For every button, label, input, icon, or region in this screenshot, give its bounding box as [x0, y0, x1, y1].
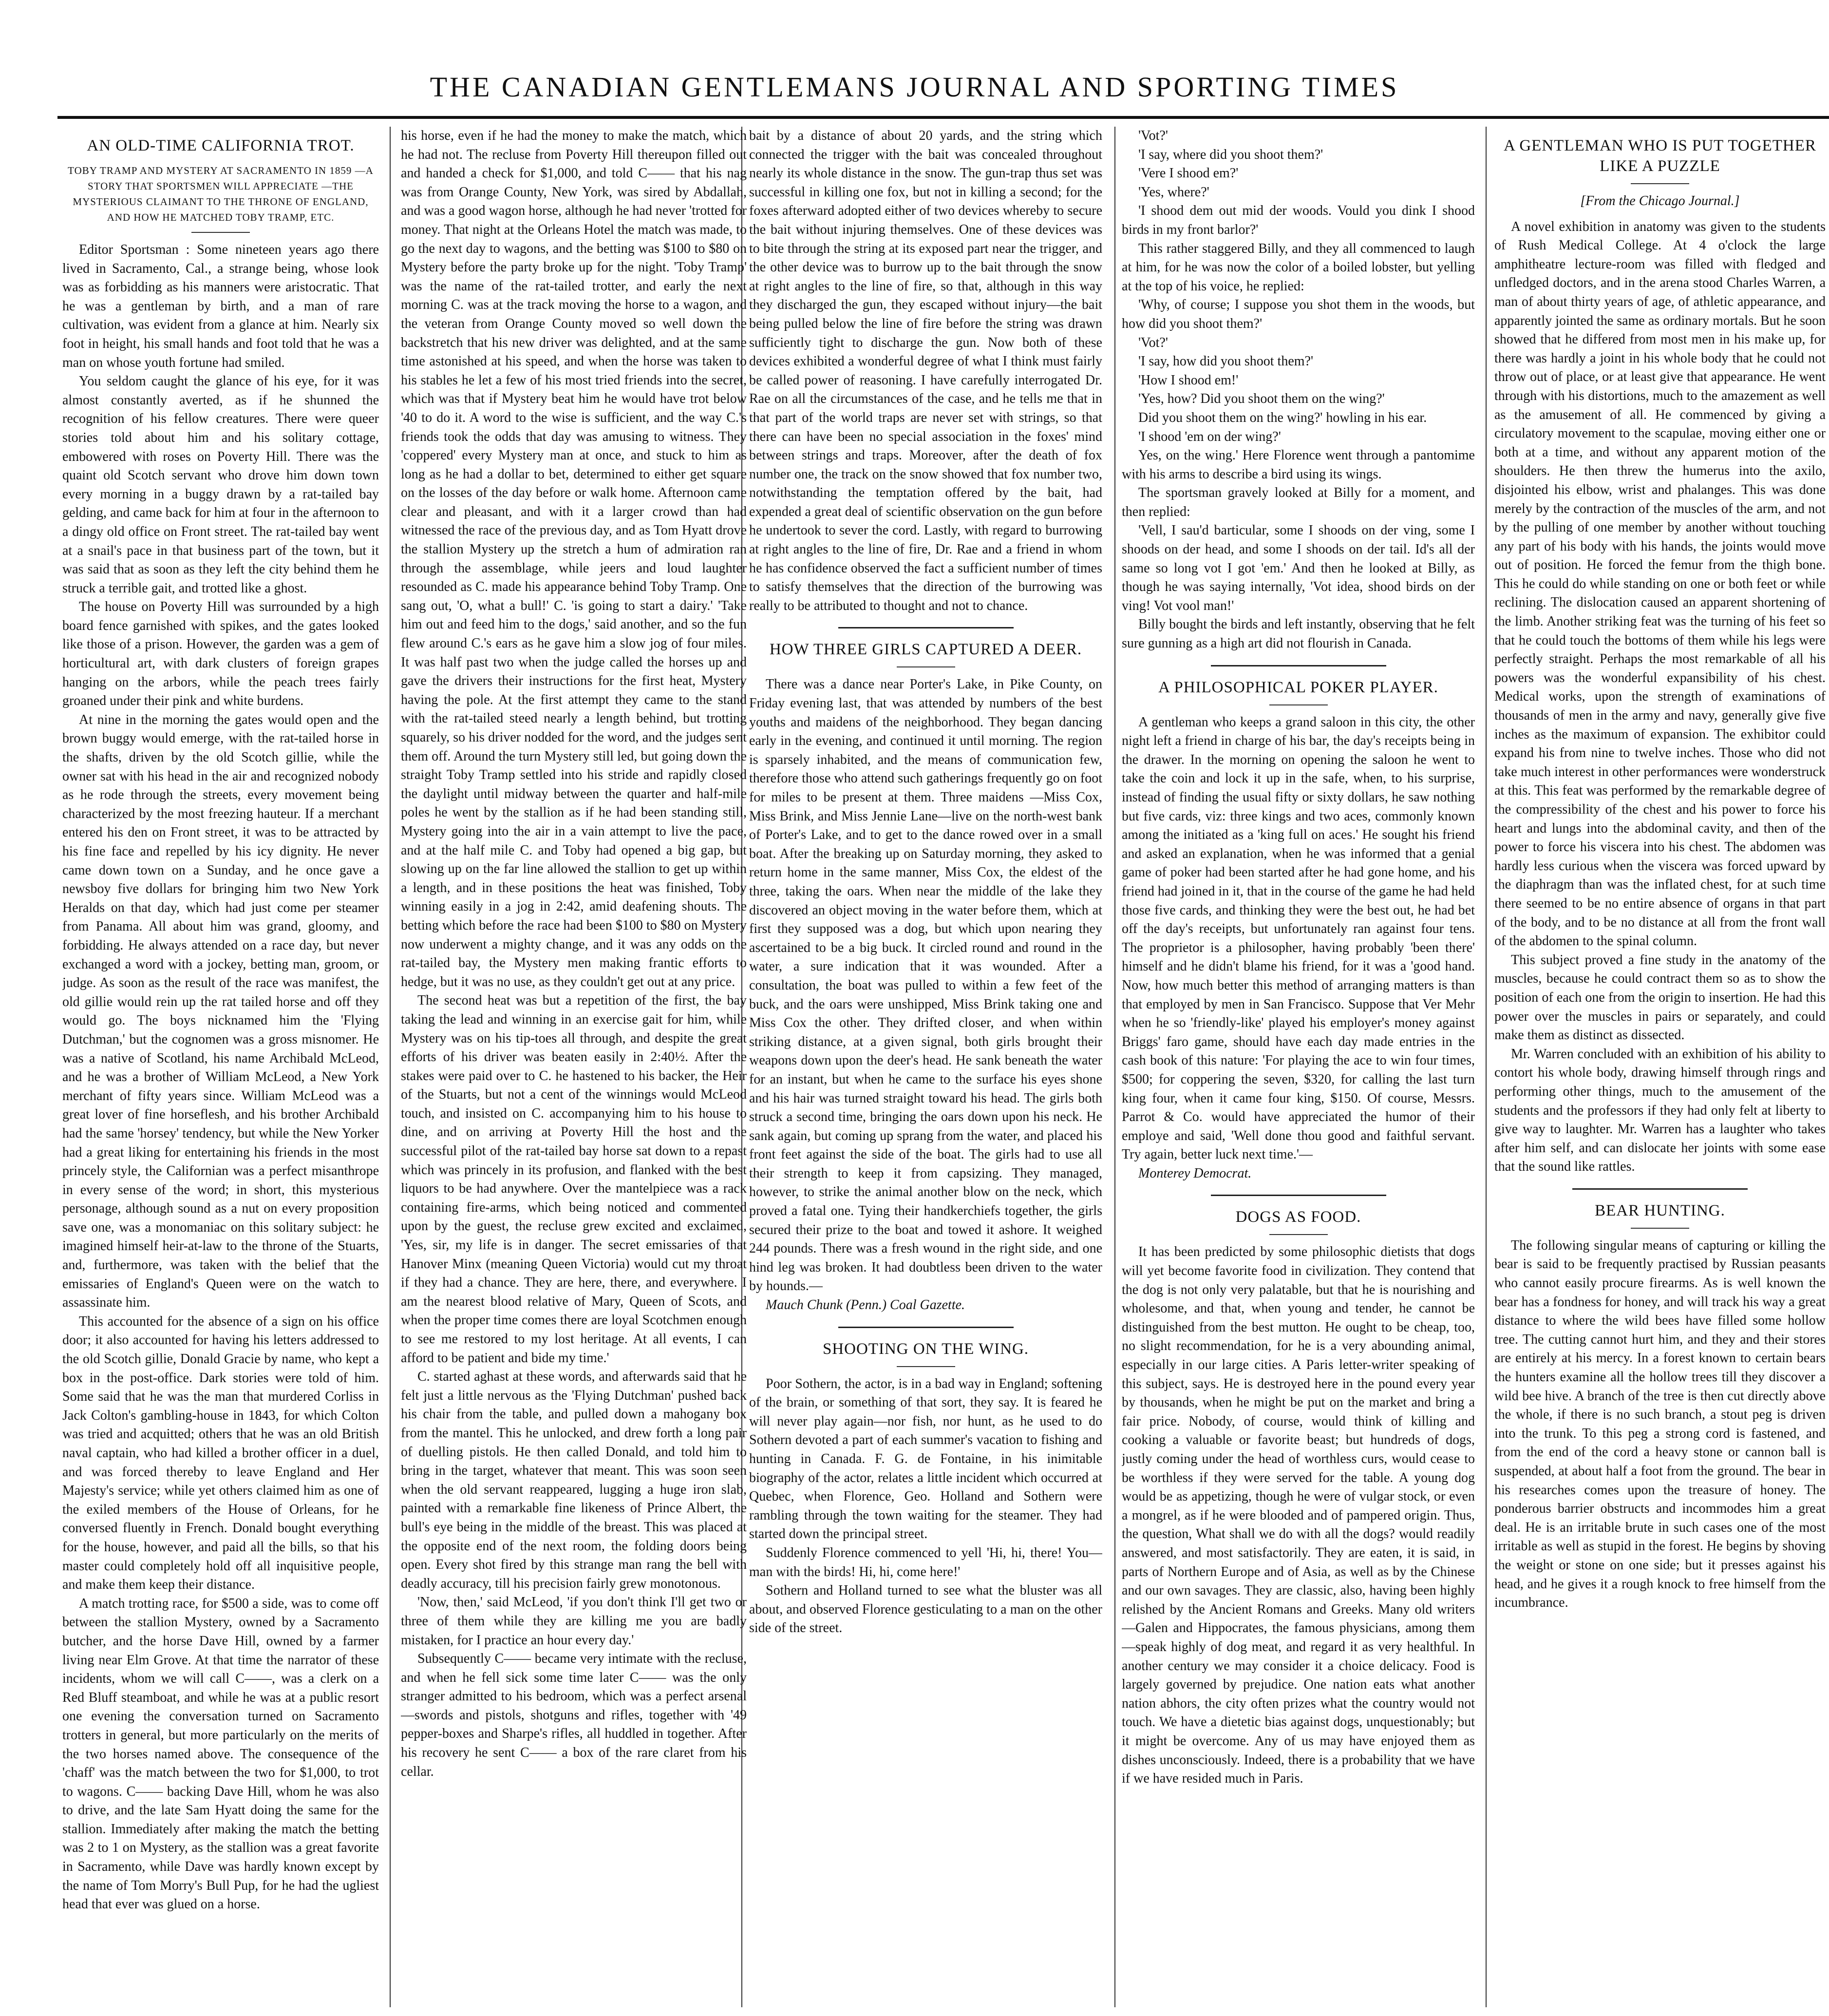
paragraph: Yes, on the wing.' Here Florence went through a pantomime with his arms to describe a bird using its wings.	[1122, 448, 1475, 482]
section-rule	[838, 627, 1014, 628]
column-2	[401, 127, 747, 2007]
paragraph: Sothern and Holland turned to see what the bluster was all about, and observed Florence gesticulating to a man on the other side of the street.	[749, 1583, 1102, 1636]
paragraph: The second heat was but a repetition of the first, the bay taking the lead and winning in an exercise gait for him, while Mystery was on his tip-toes all through, and despite the great efforts of his driver was beaten easily in 2:40½. After the stakes were paid over to C. he hastened to his backer, the Heir of the Stuarts, but not a cent of the winnings would McLeod touch, and insisted on C. accompanying him to his house to dine, and on arriving at Poverty Hill the host and the successful pilot of the rat-tailed bay horse sat down to a repast which was princely in its profusion, and flanked with the best liquors to be had anywhere. Over the mantelpiece was a rack containing fire-arms, which being noticed and commented upon by the guest, the recluse grew excited and exclaimed, 'Yes, sir, my life is in danger. The secret emissaries of that Hanover Minx (meaning Queen Victoria) would cut my throat if they had a chance. They are here, there, and everywhere. I am the nearest blood relative of Mary, Queen of Scots, and when the proper time comes there are loyal Scotchmen enough to see me restored to my lost heritage. At all events, I can afford to be patient and bide my time.'	[401, 993, 747, 1366]
paragraph: 'I shood dem out mid der woods. Vould you dink I shood birds in my front barlor?'	[1122, 203, 1475, 237]
paragraph: 'Vot?'	[1138, 335, 1168, 350]
column-3	[749, 127, 1102, 2007]
section-rule	[1572, 1188, 1748, 1190]
paragraph: The sportsman gravely looked at Billy for a moment, and then replied:	[1122, 485, 1475, 519]
short-rule	[1269, 1234, 1328, 1235]
column-5	[1494, 127, 1826, 2007]
article-title-wing: SHOOTING ON THE WING.	[822, 1340, 1029, 1358]
column-divider	[1114, 127, 1115, 2007]
paragraph: A gentleman who keeps a grand saloon in this city, the other night left a friend in charge of his bar, the day's receipts being in the drawer. In the morning on opening the saloon he went to take the coin and lock it up in the safe, when, to his surprise, instead of finding the usual fifty or sixty dollars, he saw nothing but five cards, viz: three kings and two aces, commonly known among the initiated as a 'king full on aces.' He sought his friend and asked an explanation, when he was informed that a genial game of poker had been started after he had gone home, and his friend had joined in it, that in the course of the game he had held those five cards, and thinking they were the best out, he had bet off the day's receipts, but unfortunately ran against four tens. The proprietor is a philosopher, having probably 'been there' himself and he didn't blame his friend, for it was a 'good hand. Now, how much better this method of arranging matters is than that employed by men in San Francisco. Suppose that Ver Mehr when he so 'friendly-like' played his employer's money against Briggs' faro game, should have each day made entries in the cash book of this nature: 'For playing the ace to win four times, $500; for coppering the seven, $320, for calling the last turn king four, when it came four king, $150. Of course, Messrs. Parrot & Co. would have appreciated the humor of their employe and said, 'Well done thou good and faithful servant. Try again, better luck next time.'—	[1122, 714, 1475, 1162]
short-rule	[191, 232, 250, 233]
section-rule	[838, 1327, 1014, 1328]
article-title-girls: HOW THREE GIRLS CAPTURED A DEER.	[769, 641, 1082, 659]
paragraph: 'I shood 'em on der wing?'	[1138, 429, 1281, 444]
short-rule	[1631, 183, 1689, 184]
short-rule	[897, 1366, 955, 1367]
column-divider	[390, 127, 391, 2007]
paragraph: The house on Poverty Hill was surrounded by a high board fence garnished with spikes, and the gates looked like those of a prison. However, the garden was a gem of horticultural art, with dark clusters of foreign grapes hanging on the arbors, while the peach trees fairly groaned under their pink and white burdens.	[62, 599, 379, 709]
paragraph: bait by a distance of about 20 yards, and the string which connected the trigger with the bait was concealed throughout nearly its whole distance in the snow. The gun-trap thus set was successful in killing one fox, but not in killing a second; for the foxes afterward adopted either of two devices whereby to secure the bait without injuring themselves. One of these devices was to bite through the string at its exposed part near the trigger, and the other device was to burrow up to the bait through the snow at right angles to the line of fire, so that, although in this way they discharged the gun, they escaped without injury—the bait being pulled below the line of fire before the string was drawn sufficiently tight to discharge the gun. Now both of these devices exhibited a wonderful degree of what I think must fairly be called power of reasoning. I have carefully interrogated Dr. Rae on all the circumstances of the case, and he tells me that in that part of the world traps are never set with strings, so that there can have been no special association in the foxes' mind between strings and traps. Moreover, after the death of fox number one, the track on the snow showed that fox number two, notwithstanding the temptation offered by the bait, had expended a great deal of scientific observation on the gun before he undertook to sever the cord. Lastly, with regard to burrowing at right angles to the line of fire, Dr. Rae and a friend in whom he has confidence observed the fact a sufficient number of times to satisfy themselves that the direction of the burrowing was really to be attributed to thought and not to chance.	[749, 128, 1102, 613]
paragraph: C. started aghast at these words, and afterwards said that he felt just a little nervous as the 'Flying Dutchman' pushed back his chair from the table, and pulled down a mahogany box from the mantel. This he unlocked, and drew forth a long pair of duelling pistols. He then called Donald, and told him to bring in the target, whatever that meant. This was soon seen when the old servant reappeared, lugging a huge iron slab, painted with a remarkable fine likeness of Prince Albert, the bull's eye being in the middle of the breast. This was placed at the opposite end of the next room, the folding doors being open. Every shot fired by this strange man rang the bell with deadly accuracy, till his precision fairly grew monotonous.	[401, 1369, 747, 1591]
paragraph: his horse, even if he had the money to make the match, which he had not. The recluse from Poverty Hill thereupon filled out and handed a check for $1,000, and told C—— that his nag was from Orange County, New York, was sired by Abdallah, and was a good wagon horse, although he had never 'trotted for money. That night at the Orleans Hotel the match was made, to go the next day to wagons, and the betting was $100 to $80 on Mystery before the party broke up for the night. 'Toby Tramp' was the name of the rat-tailed trotter, and early the next morning C. was at the track moving the horse to a wagon, and the veteran from Orange County moved so well down the backstretch that his new driver was delighted, and at the same time astonished at his speed, and when the horse was taken to his stables he let a few of his most tried friends into the secret, which was that if Mystery beat him he would have trot below '40 to do it. A word to the wise is sufficient, and the way C.'s friends took the odds that day was amusing to witness. They 'coppered' every Mystery man at once, and stuck to him as long as he had a dollar to bet, determined to either get square on the losses of the day before or walk home. Afternoon came clear and pleasant, and with it a larger crowd than had witnessed the race of the previous day, and as Tom Hyatt drove the stallion Mystery up the stretch a hum of admiration ran through the assemblage, while jeers and loud laughter resounded as C. made his appearance behind Toby Tramp. One sang out, 'O, what a bull!' C. 'is going to start a dairy.' 'Take him out and feed him to the dogs,' said another, and so the fun flew around C.'s ears as he gave him a slow jog of four miles. It was half past two when the judge called the horses up and gave the drivers their instructions for the first heat, Mystery having the pole. At the first attempt they came to the stand with the rat-tailed steed nearly a length behind, but trotting squarely, so his driver nodded for the word, and the judges sent them off. Around the turn Mystery still led, but going down the straight Toby Tramp settled into his stride and rapidly closed the daylight until midway between the quarter and half-mile poles he went by the stallion as if he had been standing still, Mystery going into the air in a vain attempt to live the pace, and at the half mile C. and Toby had opened a big gap, but slowing up on the far line allowed the stallion to get up within a length, and in these positions the heat was finished, Toby winning easily in a jog in 2:42, amid deafening shouts. The betting which before the race had been $100 to $80 on Mystery now underwent a mighty change, and it was any odds on the rat-tailed bay, the Mystery men making frantic efforts to hedge, but it was no use, as they couldn't get out at any price.	[401, 128, 747, 989]
paragraph: 'Vot?'	[1138, 128, 1168, 143]
paragraph: Poor Sothern, the actor, is in a bad way in England; softening of the brain, or something of that sort, they say. It is feared he will never play again—nor fish, nor hunt, as he used to do Sothern devoted a part of each summer's vacation to fishing and hunting in Canada. F. G. de Fontaine, in his inimitable biography of the actor, relates a little incident which occurred at Quebec, when Florence, Geo. Holland and Sothern were rambling through the town waiting for the steamer. They had started down the principal street.	[749, 1376, 1102, 1542]
paragraph: This rather staggered Billy, and they all commenced to laugh at him, for he was now the color of a boiled lobster, but yelling at the top of his voice, he replied:	[1122, 241, 1475, 294]
article-source: Mauch Chunk (Penn.) Coal Gazette.	[766, 1297, 965, 1313]
article-title-bear: BEAR HUNTING.	[1595, 1201, 1725, 1219]
column-4	[1122, 127, 1475, 2007]
paragraph: Billy bought the birds and left instantly, observing that he felt sure gunning as a high art did not flourish in Canada.	[1122, 617, 1475, 651]
paragraph: It has been predicted by some philosophic dietists that dogs will yet become favorite food in civilization. They contend that the dog is not only very palatable, but that he is nourishing and wholesome, and that, when young and tender, he cannot be distinguished from the best mutton. He ought to be cheap, too, no slight recommendation, for he is a very abounding animal, especially in our large cities. A Paris letter-writer speaking of this subject, says. He is destroyed here in the pound every year by thousands, when he might be put on the market and bring a fair price. Nobody, of course, would think of killing and cooking a valuable or favorite beast; but hundreds of dogs, justly coming under the head of worthless curs, would cease to be worthless if they were served for the table. A young dog would be as appetizing, though he were of vulgar stock, or even a mongrel, as if he were blooded and of pampered origin. Thus, the question, What shall we do with all the dogs? would readily answered, and most satisfactorily. They are eaten, it is said, in parts of Northern Europe and of Asia, as well as by the Chinese and our own savages. They are classic, also, having been highly relished by the Ancient Romans and Greeks. Many old writers—Galen and Hippocrates, the famous physicians, among them—speak highly of dog meat, and regard it as very healthful. In another century we may consider it a choice delicacy. Food is largely governed by prejudice. One nation eats what another nation abhors, the city often prizes what the country would not touch. We have a dietetic bias against dogs, unquestionably; but it might be overcome. Any of us may have enjoyed them as dishes unconsciously. Indeed, there is a probability that we have if we have resided much in Paris.	[1122, 1244, 1475, 1787]
short-rule	[897, 666, 955, 667]
paragraph: This accounted for the absence of a sign on his office door; it also accounted for having his letters addressed to the old Scotch gillie, Donald Gracie by name, who kept a box in the post-office. Dark stories were told of him. Some said that he was the man that murdered Corliss in Jack Colton's gambling-house in 1843, for which Colton was tried and acquitted; others that he was an old British naval captain, who had killed a brother officer in a duel, and was forced thereby to leave England and Her Majesty's service; while yet others claimed him as one of the exiled members of the House of Orleans, for he conversed fluently in French. Donald bought everything for the house, however, and paid all the bills, so that his master could completely hold off all inquisitive people, and make them keep their distance.	[62, 1313, 379, 1593]
paragraph: 'Why, of course; I suppose you shot them in the woods, but how did you shoot them?'	[1122, 297, 1475, 331]
paragraph: 'Vell, I sau'd barticular, some I shoods on der ving, some I shoods on der head, and some I shoods on der tail. Id's all der same so long vot I got 'em.' And then he looked at Billy, as though he was saying internally, 'Vot idea, shood birds on der ving! Vot vool man!'	[1122, 523, 1475, 613]
paragraph: You seldom caught the glance of his eye, for it was almost constantly averted, as if he shunned the recognition of his fellow creatures. There were queer stories told about him and his solitary cottage, embowered with roses on Poverty Hill. There was the quaint old Scotch servant who drove him down town every morning in a buggy drawn by a rat-tailed bay gelding, and came back for him at four in the afternoon to a dingy old office on Front street. The rat-tailed bay went at a snail's pace in that business part of the town, but it was said that as soon as they left the city behind them he struck a terrible gait, and trotted like a ghost.	[62, 374, 379, 596]
masthead: THE CANADIAN GENTLEMANS JOURNAL AND SPORTING TIMES	[430, 71, 1399, 103]
paragraph: Mr. Warren concluded with an exhibition of his ability to contort his whole body, drawing himself through rings and performing other things, much to the amusement of the students and the professors if they had only felt at liberty to give way to laughter. Mr. Warren has a laughter who takes after him self, and can dislocate her joints with some ease that the sound like rattles.	[1494, 1046, 1826, 1175]
article-subtitle-trot: TOBY TRAMP AND MYSTERY AT SACRAMENTO IN 1859 —A STORY THAT SPORTSMEN WILL APPRECIATE —THE MYSTERIOUS CLAIMANT TO THE THRONE OF ENGLAND, AND HOW HE MATCHED TOBY TRAMP, ETC.	[68, 165, 374, 223]
paragraph: 'How I shood em!'	[1138, 372, 1239, 388]
paragraph: Editor Sportsman : Some nineteen years ago there lived in Sacramento, Cal., a strange being, whose look was as forbidding as his manners were aristocratic. That he was a gentleman by birth, and a man of rare cultivation, was evident from a glance at him. Nearly six foot in height, his small hands and foot told that he was a man on whose youth fortune had smiled.	[62, 242, 379, 370]
paragraph: 'I say, where did you shoot them?'	[1138, 147, 1323, 162]
section-rule	[1211, 1195, 1386, 1196]
paragraph: At nine in the morning the gates would open and the brown buggy would emerge, with the rat-tailed horse in the shafts, driven by the old Scotch gillie, while the owner sat with his head in the air and recognized nobody as he rode through the streets, every movement being characterized by the most freezing hauteur. If a merchant entered his den on Front street, it was to be attracted by his fine face and repelled by his icy dignity. He never came down town on a Sunday, and he once gave a newsboy five dollars for bringing him two New York Heralds on that day, which had just come per steamer from Panama. All about him was grand, gloomy, and forbidding. He always attended on a race day, but never exchanged a word with a jockey, betting man, groom, or judge. As soon as the result of the race was manifest, the old gillie would rein up the rat tailed horse and off they would go. The boys nicknamed him the 'Flying Dutchman,' but the cognomen was a gross misnomer. He was a native of Scotland, his name Archibald McLeod, and he was a brother of William McLeod, a New York merchant of fifty years since. William McLeod was a great lover of fine horseflesh, and his brother Archibald had the same 'horsey' tendency, but while the New Yorker had a great liking for entertaining his friends in the most princely style, the Californian was a perfect misanthrope in every sense of the word; in short, this mysterious personage, although sound as a nut on every proposition save one, was a monomaniac on this solitary subject: he imagined himself heir-at-law to the throne of the Stuarts, and, furthermore, was taken with the belief that the emissaries of England's Queen were on the watch to assassinate him.	[62, 712, 379, 1311]
section-rule	[1211, 665, 1386, 666]
paragraph: 'I say, how did you shoot them?'	[1138, 354, 1314, 369]
article-title-dogs: DOGS AS FOOD.	[1235, 1208, 1361, 1226]
short-rule	[1269, 704, 1328, 705]
article-title-trot: AN OLD-TIME CALIFORNIA TROT.	[87, 137, 355, 154]
column-divider	[1486, 127, 1487, 2007]
paragraph: There was a dance near Porter's Lake, in Pike County, on Friday evening last, that was attended by numbers of the best youths and maidens of the neighborhood. They began dancing early in the evening, and continued it until morning. The region is sparsely inhabited, and the means of communication few, therefore those who attend such gatherings frequently go on foot for miles to be present at them. Three maidens —Miss Cox, Miss Brink, and Miss Jennie Lane—live on the north-west bank of Porter's Lake, and to get to the dance rowed over in a small boat. After the breaking up on Saturday morning, they asked to return home in the same manner, Miss Cox, the eldest of the three, taking the oars. When near the middle of the lake they discovered an object moving in the water before them, which at first they supposed was a dog, but which upon nearing they ascertained to be a big buck. It circled round and round in the water, a sure indication that it was wounded. After a consultation, the boat was pulled to within a few feet of the buck, and the oars were unshipped, Miss Brink taking one and Miss Cox the other. They drifted closer, and when within striking distance, at a given signal, both girls brought their weapons down upon the deer's head. He sank beneath the water for an instant, but when he came to the surface his eyes shone and his hair was turned straight toward his head. The girls both struck a second time, bringing the oars down upon his neck. He sank again, but coming up sprang from the water, and placed his front feet against the side of the boat. The girls had to use all their strength to keep it from capsizing. They managed, however, to strike the animal another blow on the neck, which proved a fatal one. Tying their handkerchiefs together, the girls secured their prize to the boat and towed it ashore. It weighed 244 pounds. There was a fresh wound in the right side, and one hind leg was broken. It had doubtless been driven to the water by hounds.—	[749, 677, 1102, 1294]
paragraph: 'Vere I shood em?'	[1138, 166, 1239, 181]
paragraph: Subsequently C—— became very intimate with the recluse, and when he fell sick some time later C—— was the only stranger admitted to his bedroom, which was a perfect arsenal—swords and pistols, shotguns and rifles, together with '49 pepper-boxes and Sharpe's rifles, all huddled in together. After his recovery he sent C—— a box of the rare claret from his cellar.	[401, 1651, 747, 1779]
article-title-puzzle: A GENTLEMAN WHO IS PUT TOGETHER LIKE A PUZZLE	[1504, 137, 1816, 175]
paragraph: 'Yes, where?'	[1138, 184, 1209, 200]
paragraph: 'Now, then,' said McLeod, 'if you don't think I'll get two or three of them while they are killing me you are badly mistaken, for I practice an hour every day.'	[401, 1595, 747, 1648]
paragraph: This subject proved a fine study in the anatomy of the muscles, because he could contract them so as to show the position of each one from the origin to insertion. He had this power over the muscles in pairs or separately, and could make them as distinct as dissected.	[1494, 952, 1826, 1043]
masthead-rule	[57, 116, 1829, 119]
paragraph: A match trotting race, for $500 a side, was to come off between the stallion Mystery, owned by a Sacramento butcher, and the horse Dave Hill, owned by a farmer living near Elm Grove. At that time the narrator of these incidents, whom we will call C——, was a clerk on a Red Bluff steamboat, and while he was at a public resort one evening the conversation turned on Sacramento trotters in general, but more particularly on the merits of the two horses named above. The consequence of the 'chaff' was the match between the two for $1,000, to trot to wagons. C—— backing Dave Hill, whom he was also to drive, and the late Sam Hyatt doing the same for the stallion. Immediately after making the match the betting was 2 to 1 on Mystery, as the stallion was a great favorite in Sacramento, while Dave was hardly known except by the name of Tom Morry's Bull Pup, for he had the ugliest head that ever was glued on a horse.	[62, 1596, 379, 1912]
paragraph: Suddenly Florence commenced to yell 'Hi, hi, there! You—man with the birds! Hi, hi, come here!'	[749, 1545, 1102, 1579]
paragraph: Did you shoot them on the wing?' howling in his ear.	[1138, 410, 1427, 425]
column-1	[62, 127, 379, 2007]
paragraph: 'Yes, how? Did you shoot them on the wing?'	[1138, 391, 1385, 407]
article-source: Monterey Democrat.	[1138, 1165, 1252, 1181]
short-rule	[1631, 1228, 1689, 1229]
article-source: [From the Chicago Journal.]	[1580, 193, 1740, 209]
article-title-poker: A PHILOSOPHICAL POKER PLAYER.	[1158, 678, 1438, 696]
paragraph: The following singular means of capturing or killing the bear is said to be frequently practised by Russian peasants who cannot easily procure firearms. As is well known the bear has a fondness for honey, and will track his way a great distance to where the wild bees have filled some hollow tree. The cutting cannot hurt him, and they and their stores are entirely at his mercy. In a forest known to certain bears the hunters examine all the hollow trees till they discover a wild bee hive. A branch of the tree is then cut directly above the whole, if there is no such branch, a stout peg is driven into the trunk. To this peg a strong cord is fastened, and from the end of the cord a heavy stone or cannon ball is suspended, at about half a foot from the ground. The bear in his researches comes upon the treasure of honey. The ponderous barrier obstructs and incommodes him a great deal. He is an irritable brute in such cases one of the most irritable as well as stupid in the forest. He begins by shoving the weight or stone on one side; but it presses against his head, and he gives it a rough knock to free himself from the incumbrance.	[1494, 1237, 1826, 1611]
paragraph: A novel exhibition in anatomy was given to the students of Rush Medical College. At 4 o'clock the large amphitheatre lecture-room was filled with fledged and unfledged doctors, and in the arena stood Charles Warren, a man of about thirty years of age, of athletic appearance, and apparently jointed the same as ordinary mortals. But he soon showed that he differed from most men in his make up, for there was hardly a joint in his whole body that he could not throw out of place, or at least give that appearance. He went through with his distortions, much to the amazement as well as the amusement of all. He commenced by giving a circulatory movement to the scapulae, moving either one or both at a time, and without any apparent motion of the shoulders. He then threw the humerus into the axilo, disjointed his elbow, wrist and phalanges. This was done merely by the contraction of the muscles of the arm, and not by the pulling of one member by another without touching any part of his body with his hands, the joints would move out of position. He forced the femur from the thigh bone. This he could do while standing on one or both feet or while reclining. The dislocation caused an apparent shortening of the limb. Another striking feat was the turning of his feet so that he could touch the bottoms of them while his legs were perfectly straight. Perhaps the most remarkable of all his powers was the wonderful expansibility of his chest. Medical works, upon the strength of examinations of thousands of men in the army and navy, generally give five inches as the maximum of expansion. The exhibitor could expand his from nine to twelve inches. Those who did not take much interest in other performances were wonderstruck at this. This feat was performed by the remarkable degree of the compressibility of the chest and his power to force his heart and lungs into the abdominal cavity, and then of the power to force his viscera into his chest. The abdomen was hardly less curious when the viscera was forced upward by the diaphragm than was the inflated chest, for at such time there seemed to be no entire absence of organs in that part of the body, and to be no distance at all from the front wall of the abdomen to the spinal column.	[1494, 219, 1826, 949]
